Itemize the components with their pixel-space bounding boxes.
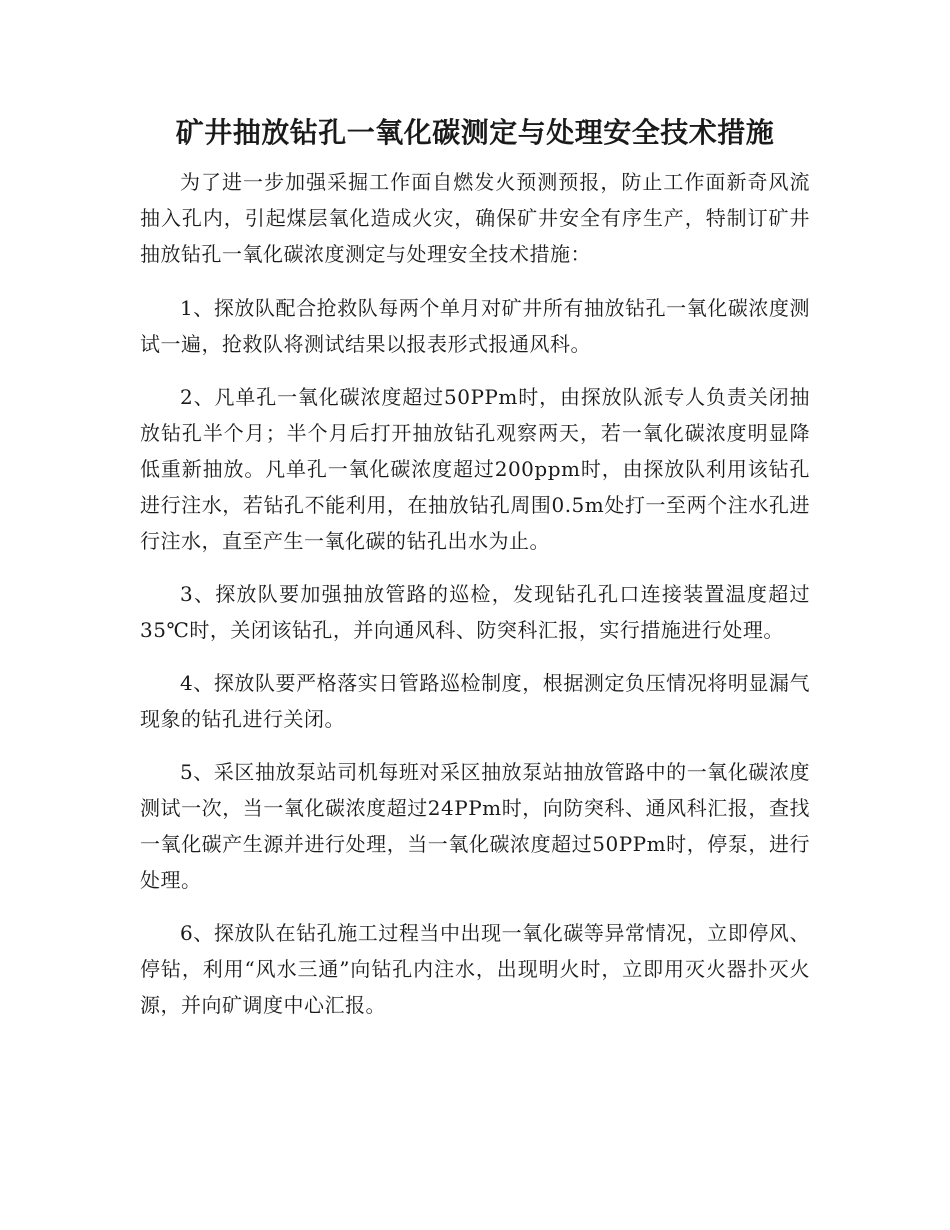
measure-item-3: 3、探放队要加强抽放管路的巡检，发现钻孔孔口连接装置温度超过35℃时，关闭该钻孔，并向通风科、防突科汇报，实行措施进行处理。 (140, 582, 810, 642)
measure-item-2: 2、凡单孔一氧化碳浓度超过50PPm时，由探放队派专人负责关闭抽放钻孔半个月；半个月后打开抽放钻孔观察两天，若一氧化碳浓度明显降低重新抽放。凡单孔一氧化碳浓度超过200ppm时，由探放队利用该钻孔进行注水，若钻孔不能利用，在抽放钻孔周围0.5m处打一至两个注水孔进行注水，直至产生一氧化碳的钻孔出水为止。 (140, 385, 810, 553)
document-title: 矿井抽放钻孔一氧化碳测定与处理安全技术措施 (175, 116, 775, 149)
measure-item-1: 1、探放队配合抢救队每两个单月对矿井所有抽放钻孔一氧化碳浓度测试一遍，抢救队将测试结果以报表形式报通风科。 (140, 296, 810, 356)
document-page (140, 110, 810, 1040)
measure-item-4: 4、探放队要严格落实日管路巡检制度，根据测定负压情况将明显漏气现象的钻孔进行关闭。 (140, 671, 810, 731)
measure-item-5: 5、采区抽放泵站司机每班对采区抽放泵站抽放管路中的一氧化碳浓度测试一次，当一氧化碳浓度超过24PPm时，向防突科、通风科汇报，查找一氧化碳产生源并进行处理，当一氧化碳浓度超过50PPm时，停泵，进行处理。 (140, 760, 810, 892)
measure-item-6: 6、探放队在钻孔施工过程当中出现一氧化碳等异常情况，立即停风、停钻，利用“风水三通”向钻孔内注水，出现明火时，立即用灭火器扑灭火源，并向矿调度中心汇报。 (140, 921, 810, 1017)
intro-paragraph: 为了进一步加强采掘工作面自燃发火预测预报，防止工作面新奇风流抽入孔内，引起煤层氧化造成火灾，确保矿井安全有序生产，特制订矿井抽放钻孔一氧化碳浓度测定与处理安全技术措施： (140, 170, 810, 266)
